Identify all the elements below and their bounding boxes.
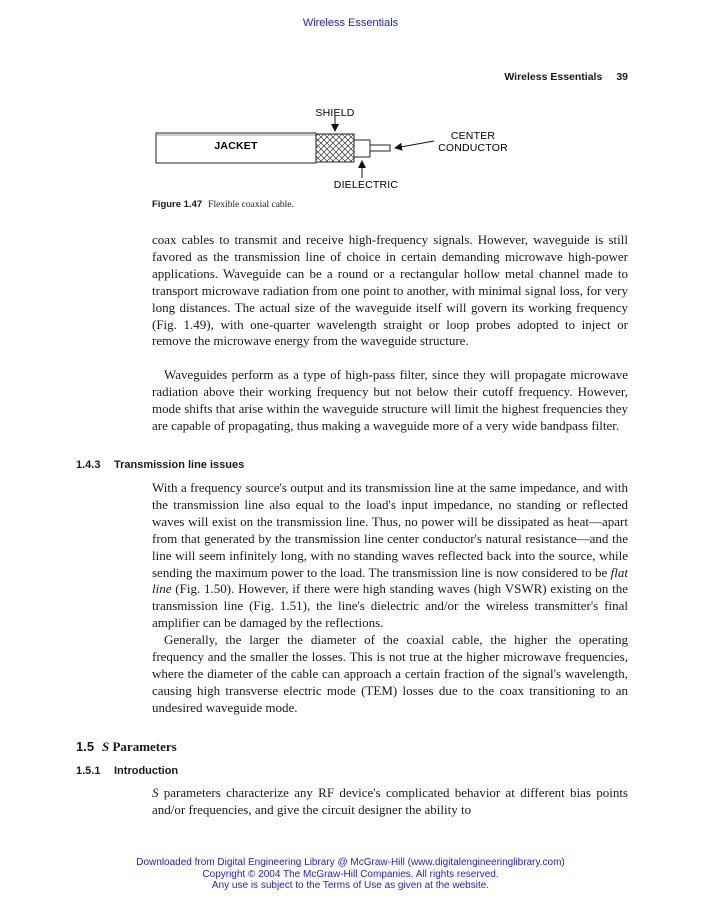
running-title: Wireless Essentials bbox=[504, 71, 603, 83]
figure-caption-text: Flexible coaxial cable. bbox=[208, 200, 294, 210]
conductor-label: CONDUCTOR bbox=[438, 142, 508, 154]
section-number: 1.4.3 bbox=[76, 459, 101, 471]
section-number: 1.5 bbox=[76, 739, 95, 754]
s-symbol: S bbox=[152, 785, 159, 800]
section-title-italic: S bbox=[102, 739, 110, 754]
coax-cable-diagram bbox=[150, 104, 530, 199]
running-header bbox=[380, 71, 628, 83]
center-label: CENTER bbox=[450, 130, 496, 142]
section-heading-1-4-3 bbox=[76, 459, 244, 471]
figure-caption bbox=[152, 199, 294, 210]
center-conductor-shape bbox=[370, 145, 390, 151]
paragraph-text: parameters characterize any RF device's complicated behavior at different bias points and/or frequencies, and give the circuit designer the ability to bbox=[152, 785, 628, 817]
page-number: 39 bbox=[616, 71, 628, 83]
paragraph: Generally, the larger the diameter of the coaxial cable, the higher the operating frequency and the smaller the losses. This is not true at the higher microwave frequencies, where the diameter of the cable can approach a certain fraction of the signal's wavelength, causing high transverse electric mode (TEM) losses due to the coax transitioning to an undesired waveguide mode. bbox=[152, 632, 628, 715]
section-title: Introduction bbox=[114, 765, 179, 777]
figure-number: Figure 1.47 bbox=[152, 199, 203, 210]
paragraph bbox=[152, 785, 628, 819]
dielectric-shape bbox=[354, 140, 370, 157]
footer-copyright: Copyright © 2004 The McGraw-Hill Companies. All rights reserved. bbox=[202, 868, 499, 880]
footer-download-link[interactable]: Downloaded from Digital Engineering Library @ McGraw-Hill (www.digitalengineeringlibrary.com) bbox=[136, 857, 565, 868]
footer-terms-link[interactable]: Any use is subject to the Terms of Use as given at the website. bbox=[211, 880, 490, 891]
paragraph: coax cables to transmit and receive high-frequency signals. However, waveguide is still favored as the transmission line of choice in certain demanding microwave high-power applications. Waveguide can be a round or a rectangular hollow metal channel made to transport microwave radiation from one point to another, with minimal signal loss, for very long distances. The actual size of the waveguide itself will govern its working frequency (Fig. 1.49), with one-quarter wavelength straight or loop probes adopted to inject or remove the microwave energy from the waveguide structure. bbox=[152, 232, 628, 349]
footer-notice bbox=[0, 857, 701, 892]
section-title: Transmission line issues bbox=[114, 459, 245, 471]
paragraph-text: With a frequency source's output and its transmission line at the same impedance, and with the transmission line also equal to the load's input impedance, no standing or reflected waves will exist on the transmission line. Thus, no power will be dissipated as heat—apart from that generated by the transmission line center conductor's natural resistance—and the line will seem infinitely long, with no standing waves reflected back into the source, while sending the maximum power to the load. The transmission line is now considered to be bbox=[152, 480, 628, 580]
shield-shape bbox=[316, 134, 354, 162]
jacket-label: JACKET bbox=[214, 140, 258, 152]
top-link[interactable]: Wireless Essentials bbox=[302, 17, 399, 29]
section-heading-1-5 bbox=[76, 739, 177, 755]
coax-cable-figure bbox=[150, 104, 530, 199]
dielectric-label: DIELECTRIC bbox=[333, 179, 399, 191]
section-title: Parameters bbox=[112, 739, 177, 754]
shield-label: SHIELD bbox=[315, 107, 355, 119]
paragraph-text: (Fig. 1.50). However, if there were high standing waves (high VSWR) existing on the transmission line (Fig. 1.51), the line's dielectric and/or the wireless transmitter's final amplifier can be damaged by the reflections. bbox=[152, 581, 628, 631]
section-number: 1.5.1 bbox=[76, 765, 101, 777]
paragraph: Waveguides perform as a type of high-pass filter, since they will propagate microwave radiation above their working frequency but not below their cutoff frequency. However, mode shifts that arise within the waveguide structure will limit the highest frequencies they are capable of propagating, thus making a waveguide more of a very wide bandpass filter. bbox=[152, 367, 628, 433]
section-heading-1-5-1 bbox=[76, 765, 178, 777]
flat-line-term: flat line bbox=[152, 564, 628, 597]
paragraph bbox=[152, 480, 628, 632]
